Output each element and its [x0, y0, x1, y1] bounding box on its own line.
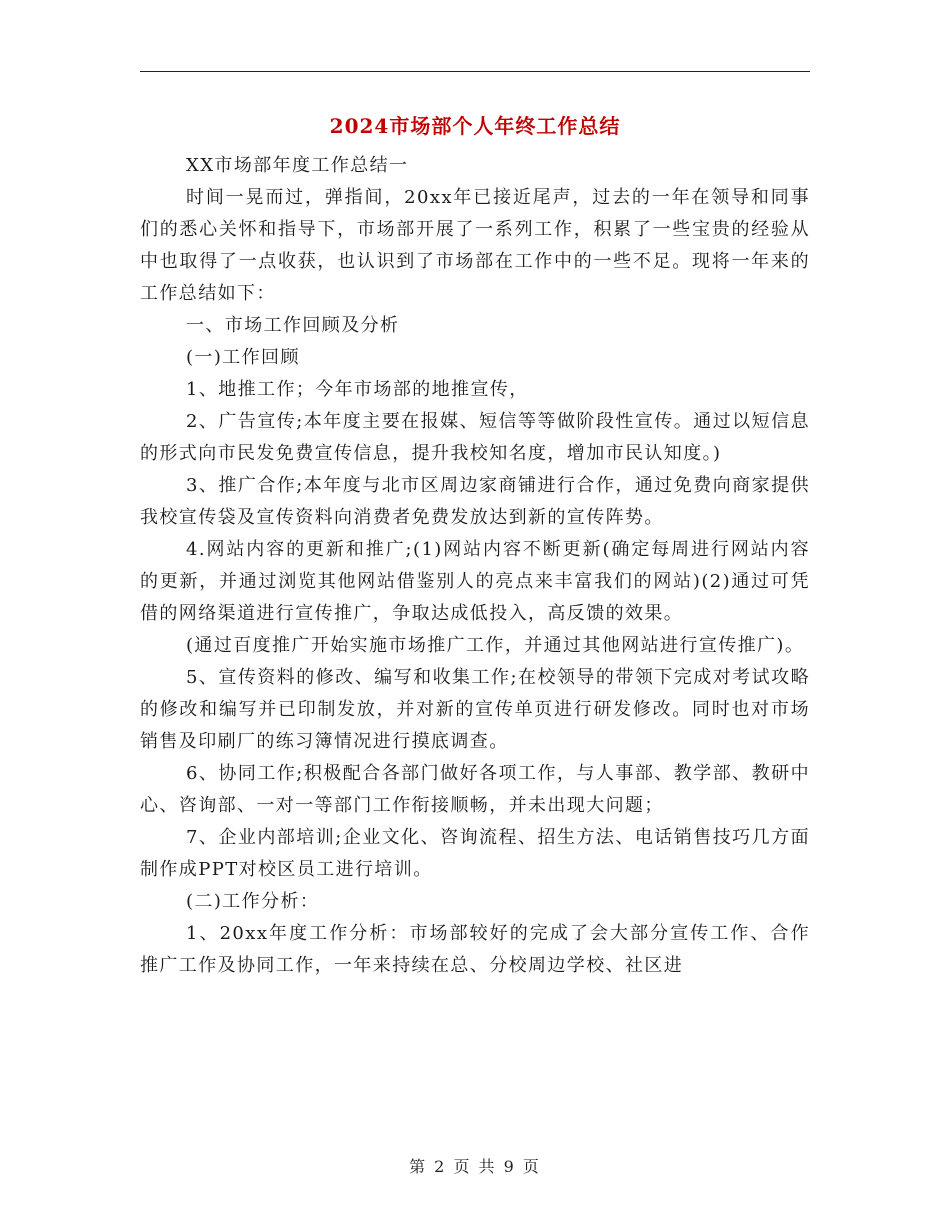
paragraph: 6、协同工作;积极配合各部门做好各项工作，与人事部、教学部、教研中心、咨询部、一对一等部门工作衔接顺畅，并未出现大问题；	[140, 763, 810, 816]
paragraph: 5、宣传资料的修改、编写和收集工作;在校领导的带领下完成对考试攻略的修改和编写并已印制发放，并对新的宣传单页进行研发修改。同时也对市场销售及印刷厂的练习簿情况进行摸底调查。	[140, 667, 810, 752]
paragraph: 1、20xx年度工作分析：市场部较好的完成了会大部分宣传工作、合作推广工作及协同工作，一年来持续在总、分校周边学校、社区进	[140, 923, 810, 976]
paragraph: 4.网站内容的更新和推广;(1)网站内容不断更新(确定每周进行网站内容的更新，并通过浏览其他网站借鉴别人的亮点来丰富我们的网站)(2)通过可凭借的网络渠道进行宣传推广，争取达成低投入，高反馈的效果。	[140, 539, 810, 624]
header-rule	[140, 71, 810, 72]
paragraph: (二)工作分析：	[186, 891, 320, 912]
document-title: 2024市场部个人年终工作总结	[329, 114, 621, 138]
paragraph: 7、企业内部培训;企业文化、咨询流程、招生方法、电话销售技巧几方面制作成PPT对校区员工进行培训。	[140, 827, 810, 880]
paragraph: (通过百度推广开始实施市场推广工作，并通过其他网站进行宣传推广)。	[186, 635, 805, 656]
paragraph: XX市场部年度工作总结一	[186, 155, 409, 176]
page-number-footer: 第 2 页 共 9 页	[409, 1157, 541, 1176]
document-body	[140, 150, 810, 982]
paragraph: 2、广告宣传;本年度主要在报媒、短信等等做阶段性宣传。通过以短信息的形式向市民发免费宣传信息，提升我校知名度，增加市民认知度。)	[140, 411, 810, 464]
paragraph: 3、推广合作;本年度与北市区周边家商铺进行合作，通过免费向商家提供我校宣传袋及宣传资料向消费者免费发放达到新的宣传阵势。	[140, 475, 810, 528]
paragraph: 一、市场工作回顾及分析	[186, 315, 400, 336]
paragraph: 1、地推工作；今年市场部的地推宣传，	[186, 379, 529, 400]
paragraph: (一)工作回顾	[186, 347, 300, 368]
paragraph: 时间一晃而过，弹指间，20xx年已接近尾声，过去的一年在领导和同事们的悉心关怀和指导下，市场部开展了一系列工作，积累了一些宝贵的经验从中也取得了一点收获，也认识到了市场部在工作中的一些不足。现将一年来的工作总结如下：	[140, 187, 810, 304]
